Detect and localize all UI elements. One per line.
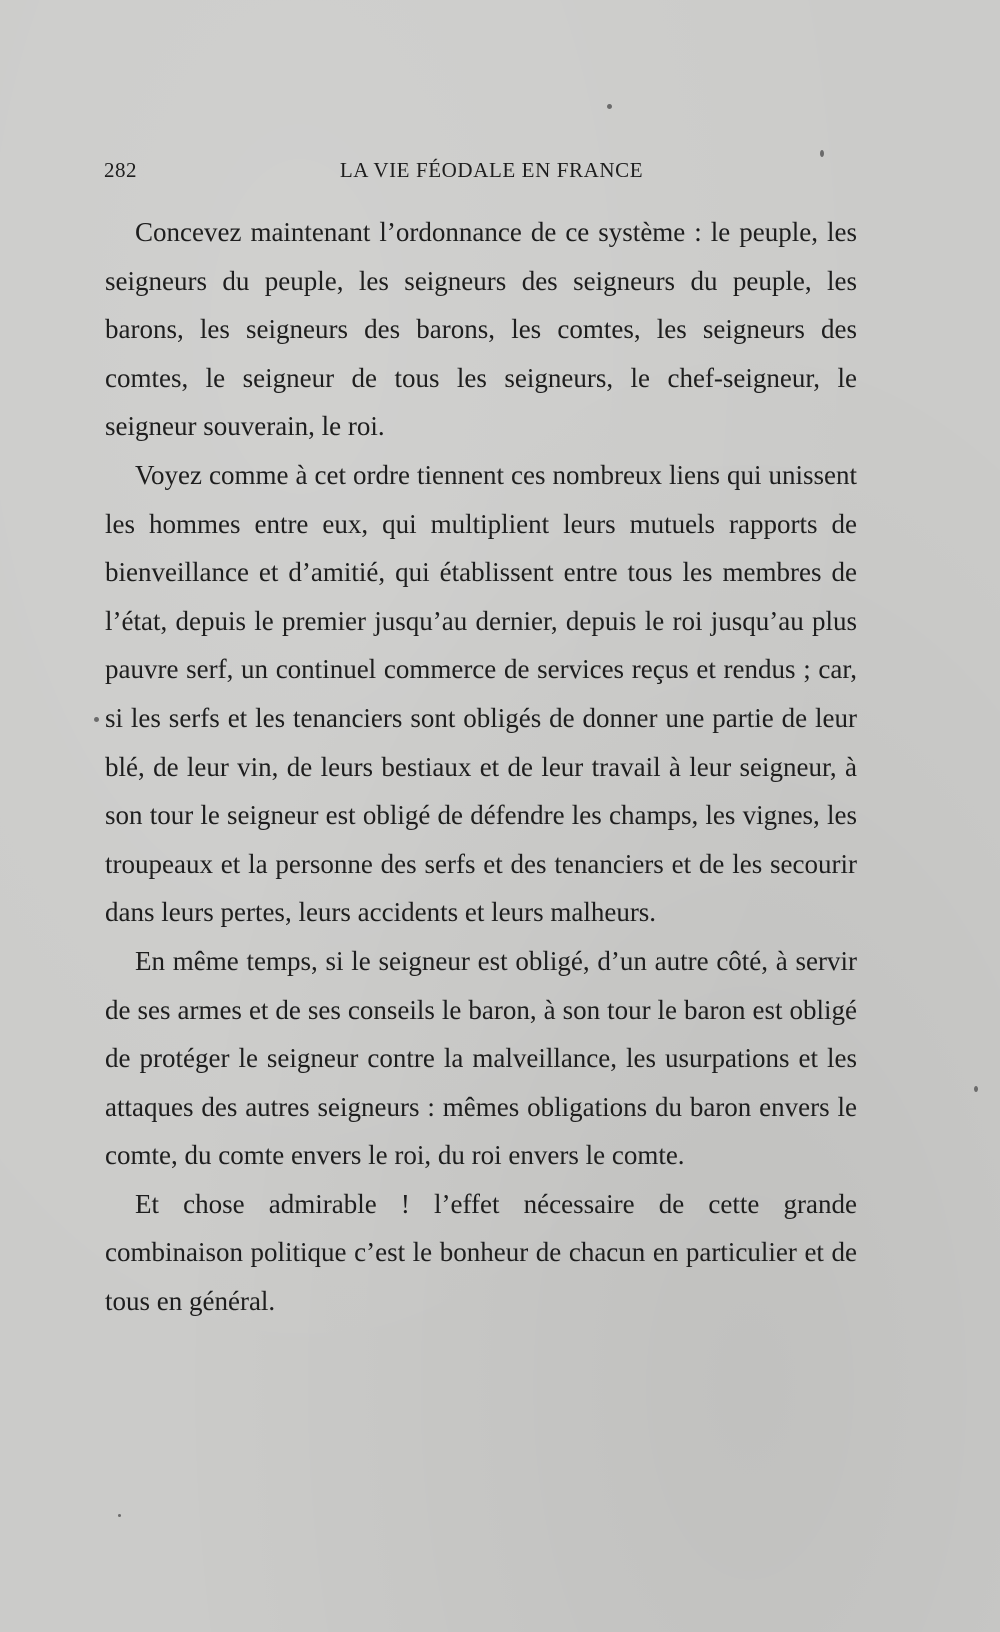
paper-speck bbox=[974, 1086, 978, 1092]
running-head bbox=[104, 158, 859, 188]
paper-speck bbox=[607, 104, 612, 109]
paragraph: En même temps, si le seigneur est obligé, d’un autre côté, à servir de ses armes et de ses conseils le baron, à son tour le baron est obligé de protéger le seigneur contre la malveillance, les usurpations et les attaques des autres seigneurs : mêmes obligations du baron envers le comte, du comte envers le roi, du roi envers le comte. bbox=[105, 945, 857, 1171]
body-text bbox=[105, 208, 857, 1326]
running-title: LA VIE FÉODALE EN FRANCE bbox=[339, 158, 644, 182]
paragraph: Et chose admirable ! l’effet nécessaire de cette grande combinaison politique c’est le bonheur de chacun en particulier et de tous en général. bbox=[105, 1188, 857, 1317]
paper-speck bbox=[94, 717, 99, 722]
paper-speck bbox=[820, 150, 824, 157]
paper-speck bbox=[118, 1514, 121, 1517]
paragraph: Voyez comme à cet ordre tiennent ces nombreux liens qui unissent les hommes entre eux, qui multiplient leurs mutuels rapports de bienveillance et d’amitié, qui établissent entre tous les membres de l’état, depuis le premier jusqu’au dernier, depuis le roi jusqu’au plus pauvre serf, un continuel commerce de services reçus et rendus ; car, si les serfs et les tenanciers sont obligés de donner une partie de leur blé, de leur vin, de leurs bestiaux et de leur travail à leur seigneur, à son tour le seigneur est obligé de défendre les champs, les vignes, les troupeaux et la personne des serfs et des tenanciers et de les secourir dans leurs pertes, leurs accidents et leurs malheurs. bbox=[105, 459, 857, 928]
page-number: 282 bbox=[104, 158, 137, 182]
paragraph: Concevez maintenant l’ordonnance de ce système : le peuple, les seigneurs du peuple, les seigneurs des seigneurs du peuple, les barons, les seigneurs des barons, les comtes, les seigneurs des comtes, le seigneur de tous les seigneurs, le chef-seigneur, le seigneur souverain, le roi. bbox=[105, 217, 857, 442]
